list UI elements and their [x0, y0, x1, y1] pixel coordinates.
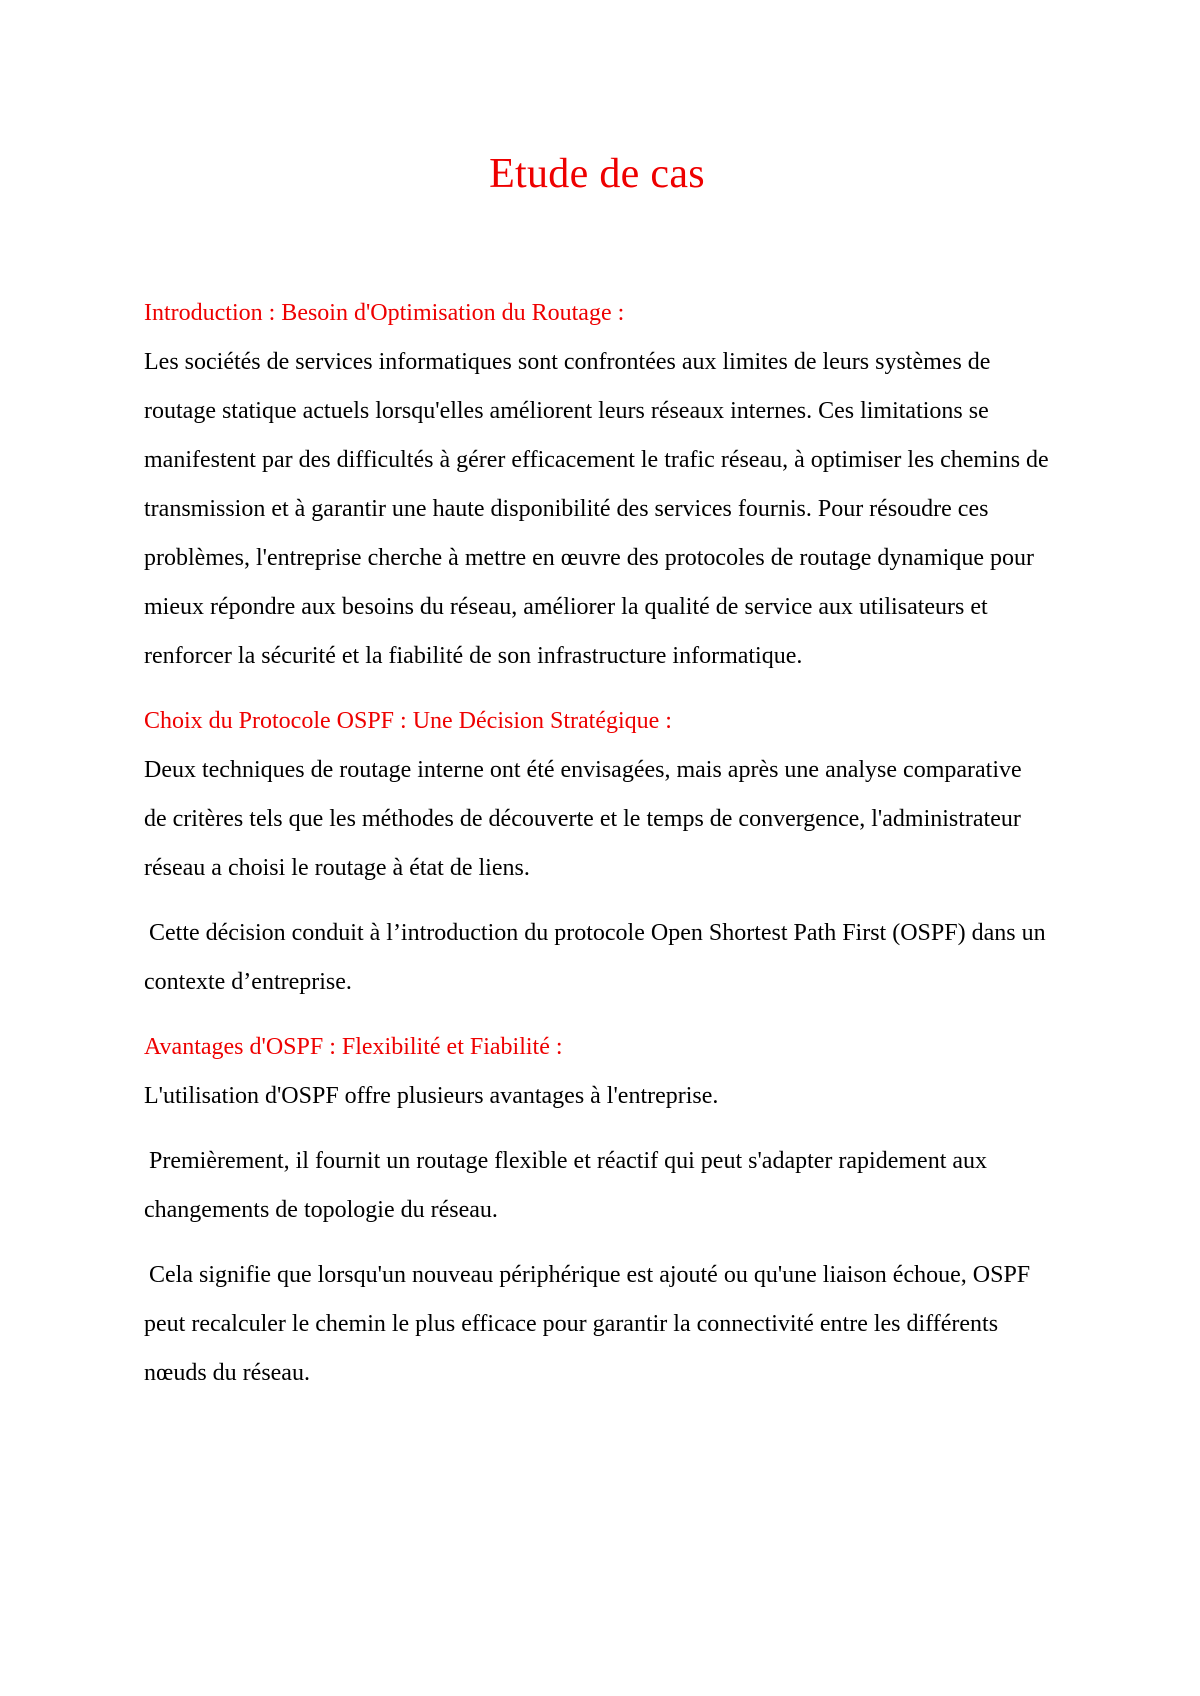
- section-avantages-ospf: [144, 1023, 1050, 1398]
- section-heading: Avantages d'OSPF : Flexibilité et Fiabilité :: [144, 1034, 563, 1060]
- section-heading: Introduction : Besoin d'Optimisation du Routage :: [144, 300, 625, 326]
- section-heading: Choix du Protocole OSPF : Une Décision Stratégique :: [144, 708, 672, 734]
- paragraph: Premièrement, il fournit un routage flexible et réactif qui peut s'adapter rapidement aux changements de topologie du réseau.: [144, 1148, 988, 1223]
- paragraph: Deux techniques de routage interne ont été envisagées, mais après une analyse comparative de critères tels que les méthodes de découverte et le temps de convergence, l'administrateur réseau a choisi le routage à état de liens.: [144, 757, 1022, 881]
- paragraph: Cela signifie que lorsqu'un nouveau périphérique est ajouté ou qu'une liaison échoue, OSPF peut recalculer le chemin le plus efficace pour garantir la connectivité entre les différents nœuds du réseau.: [144, 1262, 1031, 1386]
- paragraph: Cette décision conduit à l’introduction du protocole Open Shortest Path First (OSPF) dans un contexte d’entreprise.: [144, 920, 1046, 995]
- paragraph: L'utilisation d'OSPF offre plusieurs avantages à l'entreprise.: [144, 1083, 719, 1109]
- section-introduction: [144, 289, 1050, 681]
- paragraph: Les sociétés de services informatiques sont confrontées aux limites de leurs systèmes de routage statique actuels lorsqu'elles améliorent leurs réseaux internes. Ces limitations se manifestent par des difficultés à gérer efficacement le trafic réseau, à optimiser les chemins de transmission et à garantir une haute disponibilité des services fournis. Pour résoudre ces problèmes, l'entreprise cherche à mettre en œuvre des protocoles de routage dynamique pour mieux répondre aux besoins du réseau, améliorer la qualité de service aux utilisateurs et renforcer la sécurité et la fiabilité de son infrastructure informatique.: [144, 349, 1049, 669]
- page-title: Etude de cas: [489, 151, 705, 197]
- section-choix-ospf: [144, 697, 1050, 1007]
